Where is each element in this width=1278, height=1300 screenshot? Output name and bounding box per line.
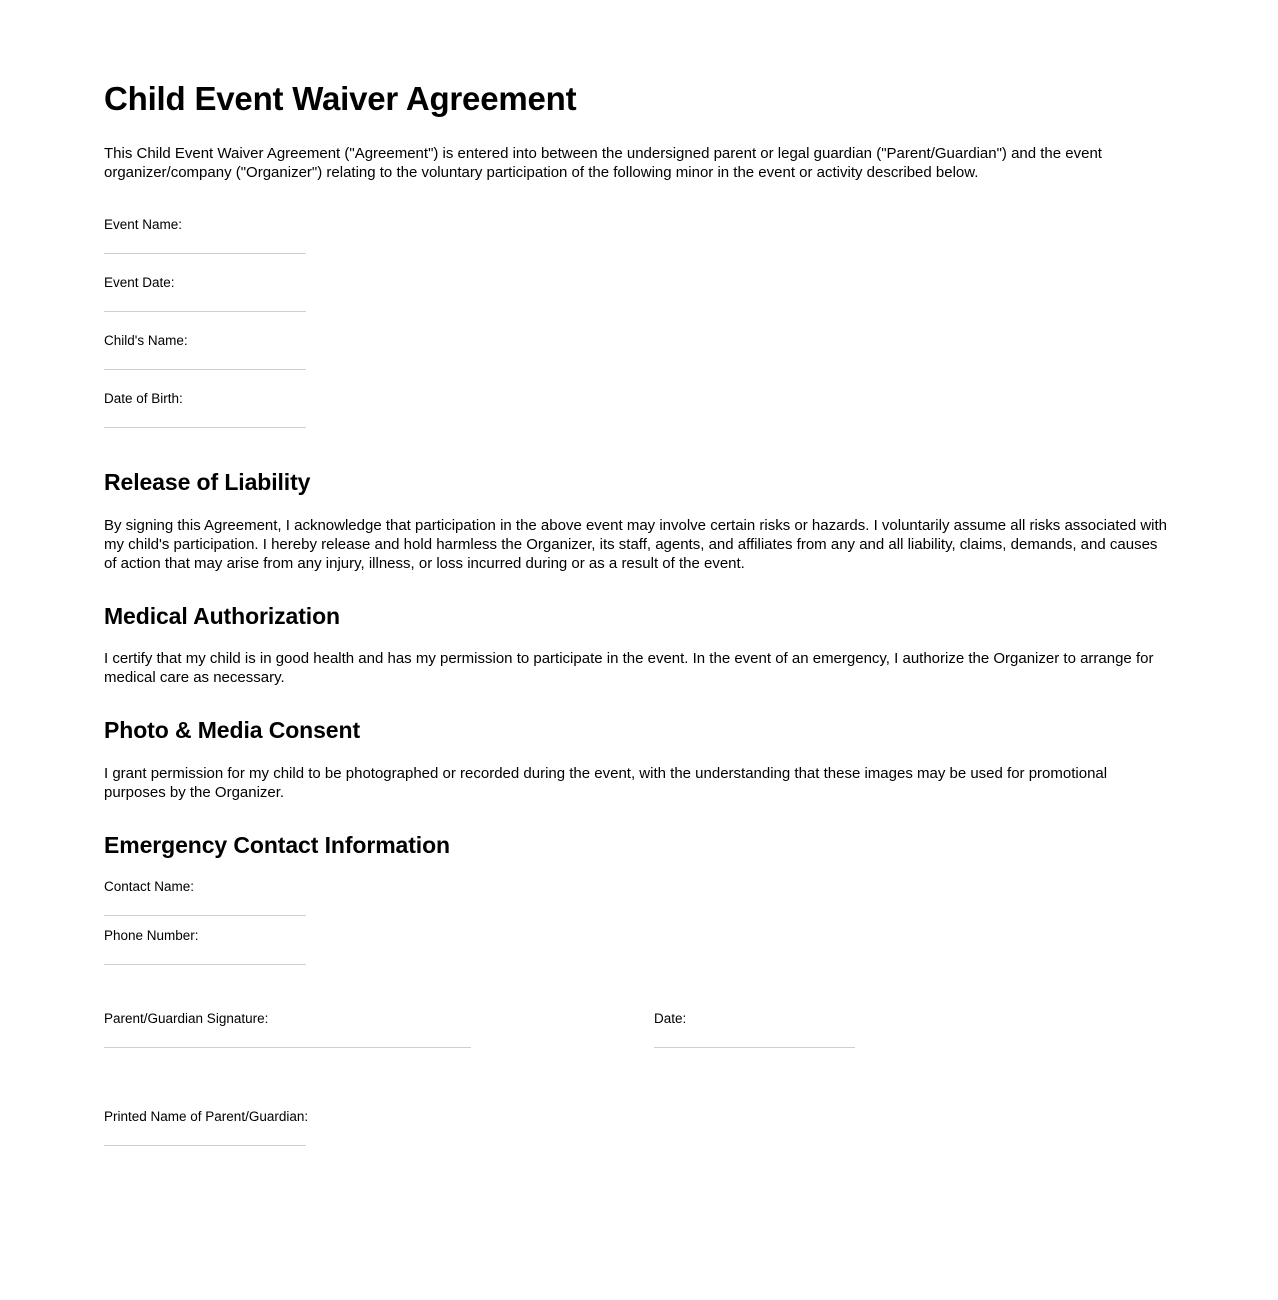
- field-signature-date[interactable]: [654, 1010, 855, 1048]
- field-printed-name[interactable]: [104, 1108, 1172, 1146]
- field-contact-name[interactable]: [104, 878, 1172, 916]
- section-heading-photo-media-consent: Photo & Media Consent: [104, 717, 361, 744]
- section-heading-release-of-liability: Release of Liability: [104, 468, 311, 495]
- field-label-contact-name: Contact Name:: [104, 879, 195, 895]
- field-input-event-date[interactable]: [104, 311, 306, 312]
- field-input-event-name[interactable]: [104, 253, 306, 254]
- section-heading-emergency-contact-information: Emergency Contact Information: [104, 831, 450, 858]
- field-input-printed-name[interactable]: [104, 1145, 306, 1146]
- field-label-parent-guardian-signature: Parent/Guardian Signature:: [104, 1011, 269, 1027]
- field-child-name[interactable]: [104, 332, 1172, 370]
- field-label-printed-name: Printed Name of Parent/Guardian:: [104, 1109, 309, 1125]
- field-input-date-of-birth[interactable]: [104, 427, 306, 428]
- field-parent-guardian-signature[interactable]: [104, 1010, 471, 1048]
- field-event-name[interactable]: [104, 216, 1172, 254]
- field-label-phone-number: Phone Number:: [104, 928, 199, 944]
- field-event-date[interactable]: [104, 274, 1172, 312]
- section-heading-medical-authorization: Medical Authorization: [104, 602, 340, 629]
- section-body-medical-authorization: I certify that my child is in good health and has my permission to participate in the event. In the event of an emergency, I authorize the Organizer to arrange for medical care as necessary.: [104, 650, 1154, 687]
- field-label-date-of-birth: Date of Birth:: [104, 390, 183, 406]
- section-body-release-of-liability: By signing this Agreement, I acknowledge that participation in the above event may involve certain risks or hazards. I voluntarily assume all risks associated with my child's participation. I hereby release and hold harmless the Organizer, its staff, agents, and affiliates from any and all liability, claims, demands, and causes of action that may arise from any injury, illness, or loss incurred during or as a result of the event.: [104, 516, 1168, 572]
- field-phone-number[interactable]: [104, 927, 1172, 965]
- field-input-child-name[interactable]: [104, 369, 306, 370]
- field-label-event-date: Event Date:: [104, 274, 175, 290]
- field-input-phone-number[interactable]: [104, 964, 306, 965]
- signature-row: [104, 1010, 1172, 1062]
- field-input-signature-date[interactable]: [654, 1047, 855, 1048]
- field-date-of-birth[interactable]: [104, 390, 1172, 428]
- field-label-child-name: Child's Name:: [104, 332, 188, 348]
- field-input-parent-guardian-signature[interactable]: [104, 1047, 471, 1048]
- intro-paragraph: This Child Event Waiver Agreement ("Agreement") is entered into between the undersigned parent or legal guardian ("Parent/Guardian") and the event organizer/company ("Organizer") relating to the voluntary participation of the following minor in the event or activity described below.: [104, 144, 1102, 181]
- page-title: Child Event Waiver Agreement: [104, 80, 577, 117]
- section-body-photo-media-consent: I grant permission for my child to be photographed or recorded during the event, with the understanding that these images may be used for promotional purposes by the Organizer.: [104, 764, 1108, 801]
- field-input-contact-name[interactable]: [104, 915, 306, 916]
- field-label-signature-date: Date:: [654, 1011, 687, 1027]
- field-label-event-name: Event Name:: [104, 216, 183, 232]
